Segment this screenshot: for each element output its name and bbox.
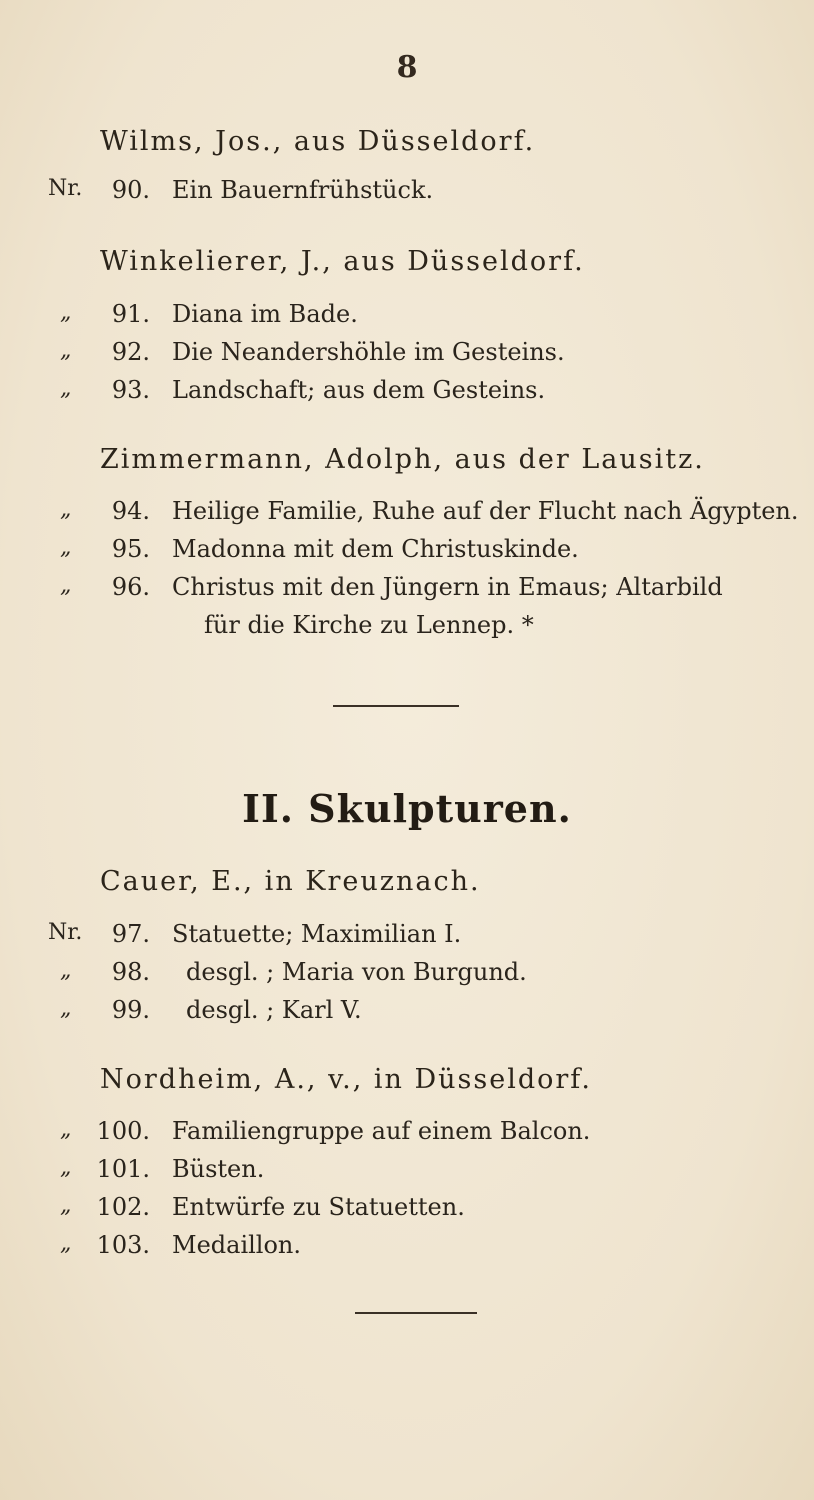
entry-prefix: „ — [60, 1155, 72, 1180]
entry-title: Medaillon. — [172, 1231, 302, 1259]
artist-heading: Zimmermann, Adolph, aus der Lausitz. — [100, 444, 705, 475]
entry-title: desgl. ; Karl V. — [186, 996, 362, 1024]
entry-title: Statuette; Maximilian I. — [172, 920, 462, 948]
entry-title: Landschaft; aus dem Gesteins. — [172, 376, 546, 404]
entry-number: 101. — [96, 1155, 150, 1183]
entry-prefix: „ — [60, 958, 72, 983]
catalog-entry — [0, 958, 814, 996]
entry-number: 99. — [111, 996, 150, 1024]
entry-number: 93. — [111, 376, 150, 404]
entry-prefix: „ — [60, 376, 72, 401]
entry-number: 103. — [96, 1231, 150, 1259]
section-heading: II. Skulpturen. — [242, 786, 572, 831]
catalog-entry — [0, 996, 814, 1034]
catalog-entry — [0, 920, 814, 958]
entry-number: 92. — [111, 338, 150, 366]
entry-title: Entwürfe zu Statuetten. — [172, 1193, 465, 1221]
entry-title: Familiengruppe auf einem Balcon. — [172, 1117, 591, 1145]
catalog-entry — [0, 497, 814, 535]
entry-title: Madonna mit dem Christuskinde. — [172, 535, 579, 563]
catalog-entry — [0, 338, 814, 376]
entry-number: 90. — [111, 176, 150, 204]
entry-title: Die Neandershöhle im Gesteins. — [172, 338, 565, 366]
entry-title: Christus mit den Jüngern in Emaus; Altarbild — [172, 573, 723, 601]
entry-number: 95. — [111, 535, 150, 563]
entry-prefix: Nr. — [48, 176, 83, 201]
catalog-entry — [0, 376, 814, 414]
entry-prefix: „ — [60, 1117, 72, 1142]
entry-prefix: „ — [60, 497, 72, 522]
page-number: 8 — [396, 50, 418, 85]
catalog-entry — [0, 300, 814, 338]
entry-prefix: Nr. — [48, 920, 83, 945]
entry-continuation: für die Kirche zu Lennep. * — [204, 611, 534, 639]
entry-title: Büsten. — [172, 1155, 265, 1183]
entry-number: 97. — [111, 920, 150, 948]
catalog-entry — [0, 573, 814, 611]
catalog-entry — [0, 1231, 814, 1269]
entry-number: 91. — [111, 300, 150, 328]
entry-prefix: „ — [60, 1193, 72, 1218]
entry-prefix: „ — [60, 1231, 72, 1256]
entry-title: Diana im Bade. — [172, 300, 358, 328]
entry-prefix: „ — [60, 996, 72, 1021]
catalog-entry — [0, 176, 814, 214]
artist-heading: Nordheim, A., v., in Düsseldorf. — [100, 1064, 592, 1095]
divider-rule — [355, 1312, 477, 1314]
artist-heading: Wilms, Jos., aus Düsseldorf. — [100, 126, 536, 157]
entry-title: Heilige Familie, Ruhe auf der Flucht nach Ägypten. — [172, 497, 799, 525]
catalog-entry — [0, 1117, 814, 1155]
entry-number: 102. — [96, 1193, 150, 1221]
artist-heading: Cauer, E., in Kreuznach. — [100, 866, 481, 897]
entry-number: 96. — [111, 573, 150, 601]
catalog-entry — [0, 535, 814, 573]
entry-number: 98. — [111, 958, 150, 986]
catalog-entry — [0, 1155, 814, 1193]
entry-prefix: „ — [60, 535, 72, 560]
artist-heading: Winkelierer, J., aus Düsseldorf. — [100, 246, 585, 277]
entry-prefix: „ — [60, 573, 72, 598]
entry-prefix: „ — [60, 338, 72, 363]
entry-prefix: „ — [60, 300, 72, 325]
divider-rule — [333, 705, 459, 707]
entry-title: Ein Bauernfrühstück. — [172, 176, 434, 204]
entry-title: desgl. ; Maria von Burgund. — [186, 958, 527, 986]
catalog-entry — [0, 1193, 814, 1231]
entry-number: 100. — [96, 1117, 150, 1145]
entry-number: 94. — [111, 497, 150, 525]
